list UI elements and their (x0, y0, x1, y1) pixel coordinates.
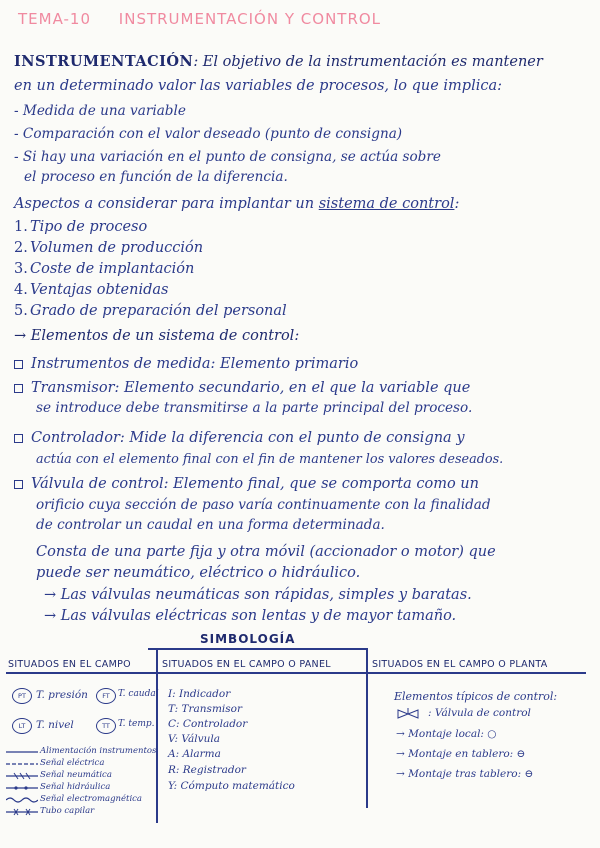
col2-item: V: Válvula (168, 733, 220, 745)
capillary-tube-icon (6, 808, 38, 816)
pressure-transmitter-icon: PT (12, 688, 32, 704)
col2-item: Y: Cómputo matemático (168, 780, 295, 792)
col3-item: → Montaje local: ○ (396, 728, 497, 740)
col3-item: Elementos típicos de control: (394, 690, 558, 703)
flow-transmitter-icon: FT (96, 688, 116, 704)
col3-item: → Montaje en tablero: ⊖ (396, 748, 526, 760)
pneumatic-signal-icon (6, 772, 38, 780)
instrumentacion-line1: INSTRUMENTACIÓN: El objetivo de la instrumentación es mantener (14, 53, 543, 70)
electromagnetic-signal-icon (6, 796, 38, 804)
symbol-label: T. temp. (118, 719, 155, 729)
list-item: - Si hay una variación en el punto de consigna, se actúa sobre (14, 149, 441, 165)
consta-line1: Consta de una parte fija y otra móvil (accionador o motor) que (36, 544, 496, 560)
col3-item: → Montaje tras tablero: ⊖ (396, 768, 534, 780)
elemento-instrumentos: Instrumentos de medida: Elemento primario (14, 354, 358, 374)
line-label: Señal neumática (40, 770, 112, 780)
instrumentacion-line2: en un determinado valor las variables de procesos, lo que implica: (14, 78, 503, 94)
col3-item: : Válvula de control (428, 707, 531, 719)
elemento-transmisor: Transmisor: Elemento secundario, en el que la variable que (14, 378, 470, 398)
list-item: el proceso en función de la diferencia. (24, 169, 288, 185)
hydraulic-signal-icon (6, 784, 38, 792)
aspectos-item: 3. Coste de implantación (14, 261, 195, 277)
temperature-transmitter-icon: TT (96, 718, 116, 734)
symbol-label: T. presión (36, 689, 88, 701)
valvulas-electricas: → Las válvulas eléctricas son lentas y de mayor tamaño. (44, 608, 457, 624)
aspectos-intro: Aspectos a considerar para implantar un sistema de control: (14, 196, 460, 212)
elemento-controlador: Controlador: Mide la diferencia con el punto de consigna y (14, 428, 465, 448)
line-label: Señal hidráulica (40, 782, 111, 792)
aspectos-item: 5. Grado de preparación del personal (14, 303, 287, 319)
valvulas-neumaticas: → Las válvulas neumáticas son rápidas, simples y baratas. (44, 587, 472, 603)
page-title (18, 10, 578, 28)
symbol-label: T. nivel (36, 719, 74, 731)
col2-item: T: Transmisor (168, 703, 242, 715)
col2-item: R: Registrador (168, 764, 246, 776)
consta-line2: puede ser neumático, eléctrico o hidráulico. (36, 565, 361, 581)
col1-head: SITUADOS EN EL CAMPO (8, 659, 131, 670)
simbologia-title: SIMBOLOGÍA (200, 632, 296, 646)
list-item: - Medida de una variable (14, 103, 186, 119)
line-label: Señal electromagnética (40, 794, 142, 804)
divider (6, 672, 586, 674)
line-label: Señal eléctrica (40, 758, 105, 768)
col3-head: SITUADOS EN EL CAMPO O PLANTA (372, 659, 548, 670)
aspectos-item: 2. Volumen de producción (14, 240, 204, 256)
title-number: TEMA-10 (18, 10, 92, 28)
col2-head: SITUADOS EN EL CAMPO O PANEL (162, 659, 331, 670)
symbol-label: T. caudal (118, 689, 159, 699)
line-label: Tubo capilar (40, 806, 95, 816)
elemento-valvula: Válvula de control: Elemento final, que se comporta como un (14, 474, 479, 494)
col2-item: I: Indicador (168, 688, 231, 700)
divider (148, 648, 368, 650)
elemento-valvula-cont: orificio cuya sección de paso varía continuamente con la finalidad (36, 497, 491, 513)
aspectos-item: 1. Tipo de proceso (14, 219, 148, 235)
divider (156, 648, 158, 823)
col2-item: A: Alarma (168, 748, 221, 760)
level-transmitter-icon: LT (12, 718, 32, 734)
aspectos-item: 4. Ventajas obtenidas (14, 282, 169, 298)
electric-signal-icon (6, 760, 38, 768)
divider (366, 648, 368, 808)
aspectos-arrow: → Elementos de un sistema de control: (14, 328, 300, 344)
control-valve-icon (396, 708, 426, 720)
list-item: - Comparación con el valor deseado (punto de consigna) (14, 126, 403, 142)
elemento-transmisor-cont: se introduce debe transmitirse a la parte principal del proceso. (36, 400, 473, 416)
elemento-valvula-cont: de controlar un caudal en una forma determinada. (36, 517, 385, 533)
supply-line-icon (6, 748, 38, 756)
line-label: Alimentación instrumentos (40, 746, 157, 756)
elemento-controlador-cont: actúa con el elemento final con el fin de mantener los valores deseados. (36, 452, 504, 467)
col2-item: C: Controlador (168, 718, 248, 730)
instrumentacion-head: INSTRUMENTACIÓN (14, 53, 194, 70)
title-text: INSTRUMENTACIÓN Y CONTROL (118, 10, 382, 28)
